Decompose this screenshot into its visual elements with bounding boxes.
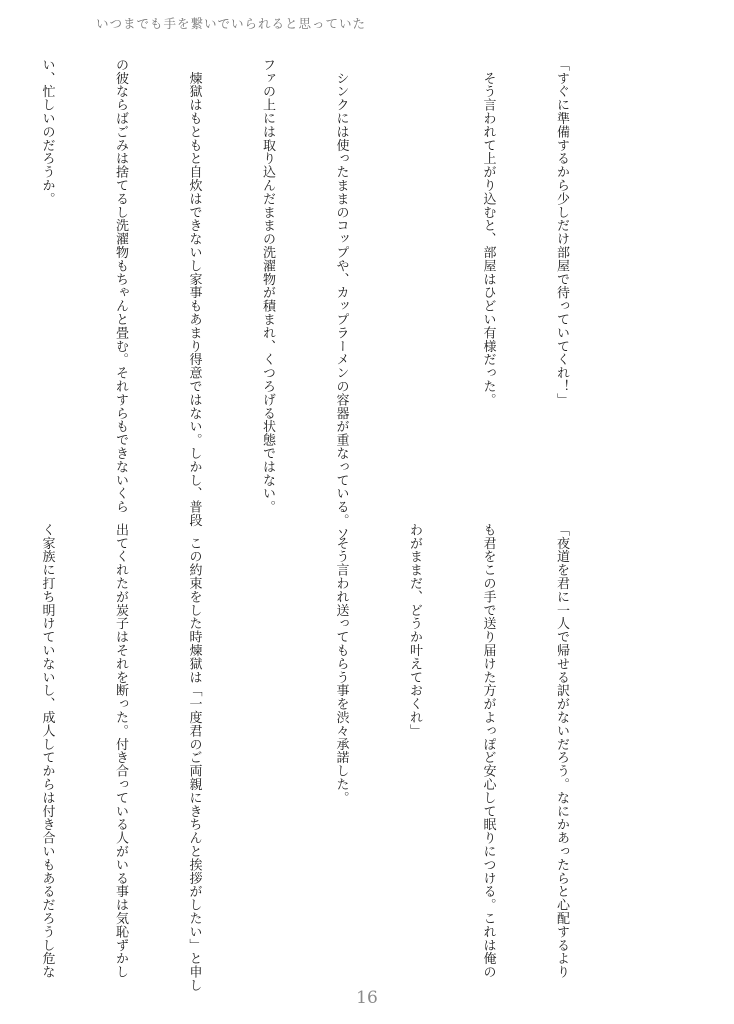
text-line: [255, 523, 280, 948]
text-line: ファの上には取り込んだままの洗濯物が積まれ、くつろげる状態ではない。: [260, 58, 275, 514]
text-block-top: [0, 58, 622, 541]
text-line: 出てくれたが炭子はそれを断った。付き合っている人がいる事は気恥ずかし: [113, 523, 128, 979]
text-line: 煉獄はもともと自炊はできないし家事もあまり得意ではない。しかし、普段: [186, 58, 202, 527]
running-header: いつまでも手を繋いでいられると思っていた: [96, 16, 367, 31]
page-number: 16: [356, 988, 378, 1008]
text-line: この約束をした時煉獄は「一度君のご両親にきちんと挨拶がしたい」と申し: [186, 523, 202, 992]
text-line: そう言われ送ってもらう事を渋々承諾した。: [333, 523, 349, 805]
text-line: い、忙しいのだろうか。: [39, 58, 55, 206]
text-line: 「すぐに準備するから少しだけ部屋で待っていてくれ！」: [554, 58, 569, 407]
text-line: [402, 58, 427, 483]
text-line: わがままだ、どうか叶えておくれ」: [407, 523, 422, 738]
text-block-bottom: [0, 523, 622, 992]
text-line: 「夜道を君に一人で帰せる訳がないだろう。なにかあったらと心配するより: [554, 523, 569, 979]
text-line: く家族に打ち明けていないし、成人してからは付き合いもあるだろうし危な: [39, 523, 55, 979]
text-line: も君をこの手で送り届けた方がよっぽど安心して眠りにつける。これは俺の: [480, 523, 496, 979]
text-line: シンクには使ったままのコップや、カップラーメンの容器が重なっている。ソ: [333, 58, 349, 541]
text-line: の彼ならばごみは捨てるし洗濯物もちゃんと畳む。それすらもできないくら: [113, 58, 128, 514]
text-line: そう言われて上がり込むと、部屋はひどい有様だった。: [480, 58, 496, 407]
